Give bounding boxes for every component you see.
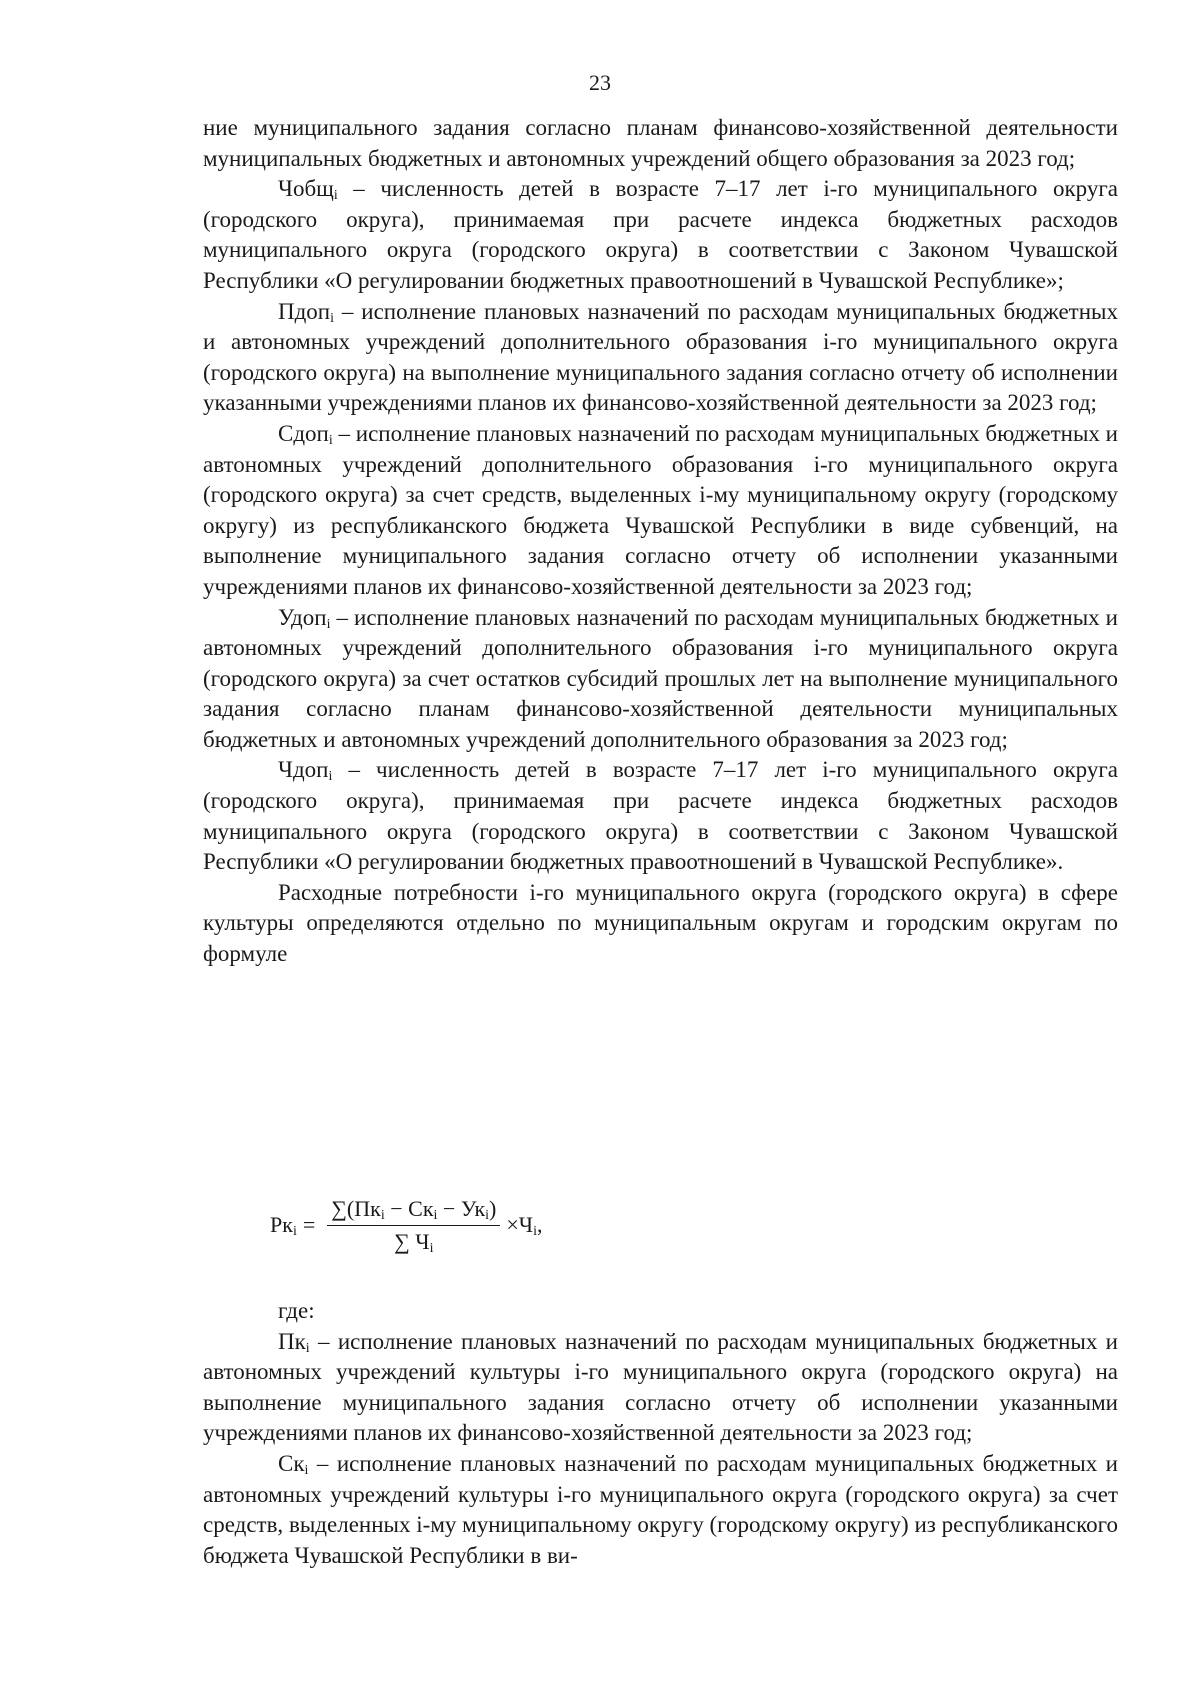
numerator-sub: i [485,1207,490,1223]
numerator-sub: i [433,1207,438,1223]
definition-sk [203,1449,1118,1571]
where-label [203,1296,1118,1327]
definition-sdop [203,419,1118,603]
formula-numerator [327,1196,500,1226]
definition-symbol: Пк [278,1328,306,1354]
definition-text: – исполнение плановых назначений по расходам муниципальных бюджетных и автономных учреждений дополнительного образования i-го муниципального округа (городского округа) на выполнение муниципального задания согласно отчету об исполнении указанными учреждениями планов их финансово-хозяйственной деятельности за 2023 год; [203,298,1118,416]
formula-rk [270,1190,543,1260]
numerator-sub: i [380,1207,385,1223]
definition-text: – исполнение плановых назначений по расходам муниципальных бюджетных и автономных учреждений дополнительного образования i-го муниципального округа (городского округа) за счет средств, выделенных i-му муниципальному округу (городскому округу) из республиканского бюджета Чувашской Республики в виде субвенций, на выполнение муниципального задания согласно отчету об исполнении указанными учреждениями планов их финансово-хозяйственной деятельности за 2023 год; [203,420,1118,599]
formula-rhs-sub: i [533,1224,537,1239]
definition-text: – исполнение плановых назначений по расходам муниципальных бюджетных и автономных учреждений дополнительного образования i-го муниципального округа (городского округа) за счет остатков субсидий прошлых лет на выполнение муниципального задания согласно планам финансово-хозяйственной деятельности муниципальных бюджетных и автономных учреждений дополнительного образования за 2023 год; [203,604,1118,752]
formula-rhs-symbol: Ч [518,1212,534,1237]
paragraph-text: Расходные потребности i-го муниципального округа (городского округа) в сфере культуры определяются отдельно по муниципальным округам и городским округам по формуле [203,879,1118,967]
definition-symbol: Пдоп [278,298,331,324]
formula-equals: = [302,1212,316,1237]
paragraph-text: ние муниципального задания согласно планам финансово-хозяйственной деятельности муниципальных бюджетных и автономных учреждений общего образования за 2023 год; [203,115,1118,171]
definition-subscript: i [305,1340,310,1356]
formula-rhs [519,1212,537,1238]
formula-times: × [506,1212,519,1237]
definition-subscript: i [328,769,333,785]
definition-chdop [203,755,1118,877]
definition-subscript: i [328,432,333,448]
definition-subscript: i [304,1462,309,1478]
document-body-top [203,113,1118,970]
definition-symbol: Удоп [278,604,327,630]
document-body-bottom [203,1296,1118,1571]
formula-lhs-sub: i [292,1224,297,1239]
definition-pdop [203,297,1118,419]
definition-symbol: Ск [278,1450,305,1476]
formula-lhs [270,1212,297,1238]
formula-lhs-symbol: Рк [270,1212,293,1237]
definition-subscript: i [330,310,335,326]
paragraph-continuation [203,113,1118,174]
definition-text: – исполнение плановых назначений по расходам муниципальных бюджетных и автономных учреждений культуры i-го муниципального округа (городского округа) на выполнение муниципального задания согласно отчету об исполнении указанными учреждениями планов их финансово-хозяйственной деятельности за 2023 год; [203,1328,1118,1446]
formula-fraction [327,1196,500,1255]
denominator-part: ∑ Ч [394,1228,430,1254]
definition-pk [203,1327,1118,1449]
definition-chobsh [203,174,1118,296]
definition-text: – исполнение плановых назначений по расходам муниципальных бюджетных и автономных учреждений культуры i-го муниципального округа (городского округа) за счет средств, выделенных i-му муниципальному округу (городскому округу) из республиканского бюджета Чувашской Республики в ви- [203,1450,1118,1568]
denominator-sub: i [429,1240,434,1256]
numerator-part: − Ук [437,1195,486,1221]
numerator-part: ∑(Пк [331,1195,381,1221]
numerator-part: ) [489,1195,497,1221]
where-label-text: где: [278,1298,315,1323]
definition-symbol: Чобщ [278,176,334,202]
paragraph-culture-intro [203,878,1118,970]
definition-subscript: i [326,616,331,632]
definition-symbol: Сдоп [278,420,329,446]
definition-symbol: Чдоп [278,757,329,783]
formula-denominator [394,1226,433,1255]
formula-tail: , [537,1212,543,1237]
definition-text: – численность детей в возрасте 7–17 лет i-го муниципального округа (городского округа), принимаемая при расчете индекса бюджетных расходов муниципального округа (городского округа) в соответствии с Законом Чувашской Республики «О регулировании бюджетных правоотношений в Чувашской Республике»; [203,176,1118,293]
numerator-part: − Ск [384,1195,434,1221]
definition-udop [203,603,1118,756]
definition-subscript: i [333,188,338,204]
definition-text: – численность детей в возрасте 7–17 лет i-го муниципального округа (городского округа), принимаемая при расчете индекса бюджетных расходов муниципального округа (городского округа) в соответствии с Законом Чувашской Республики «О регулировании бюджетных правоотношений в Чувашской Республике». [203,757,1118,875]
page-number: 23 [589,70,611,95]
